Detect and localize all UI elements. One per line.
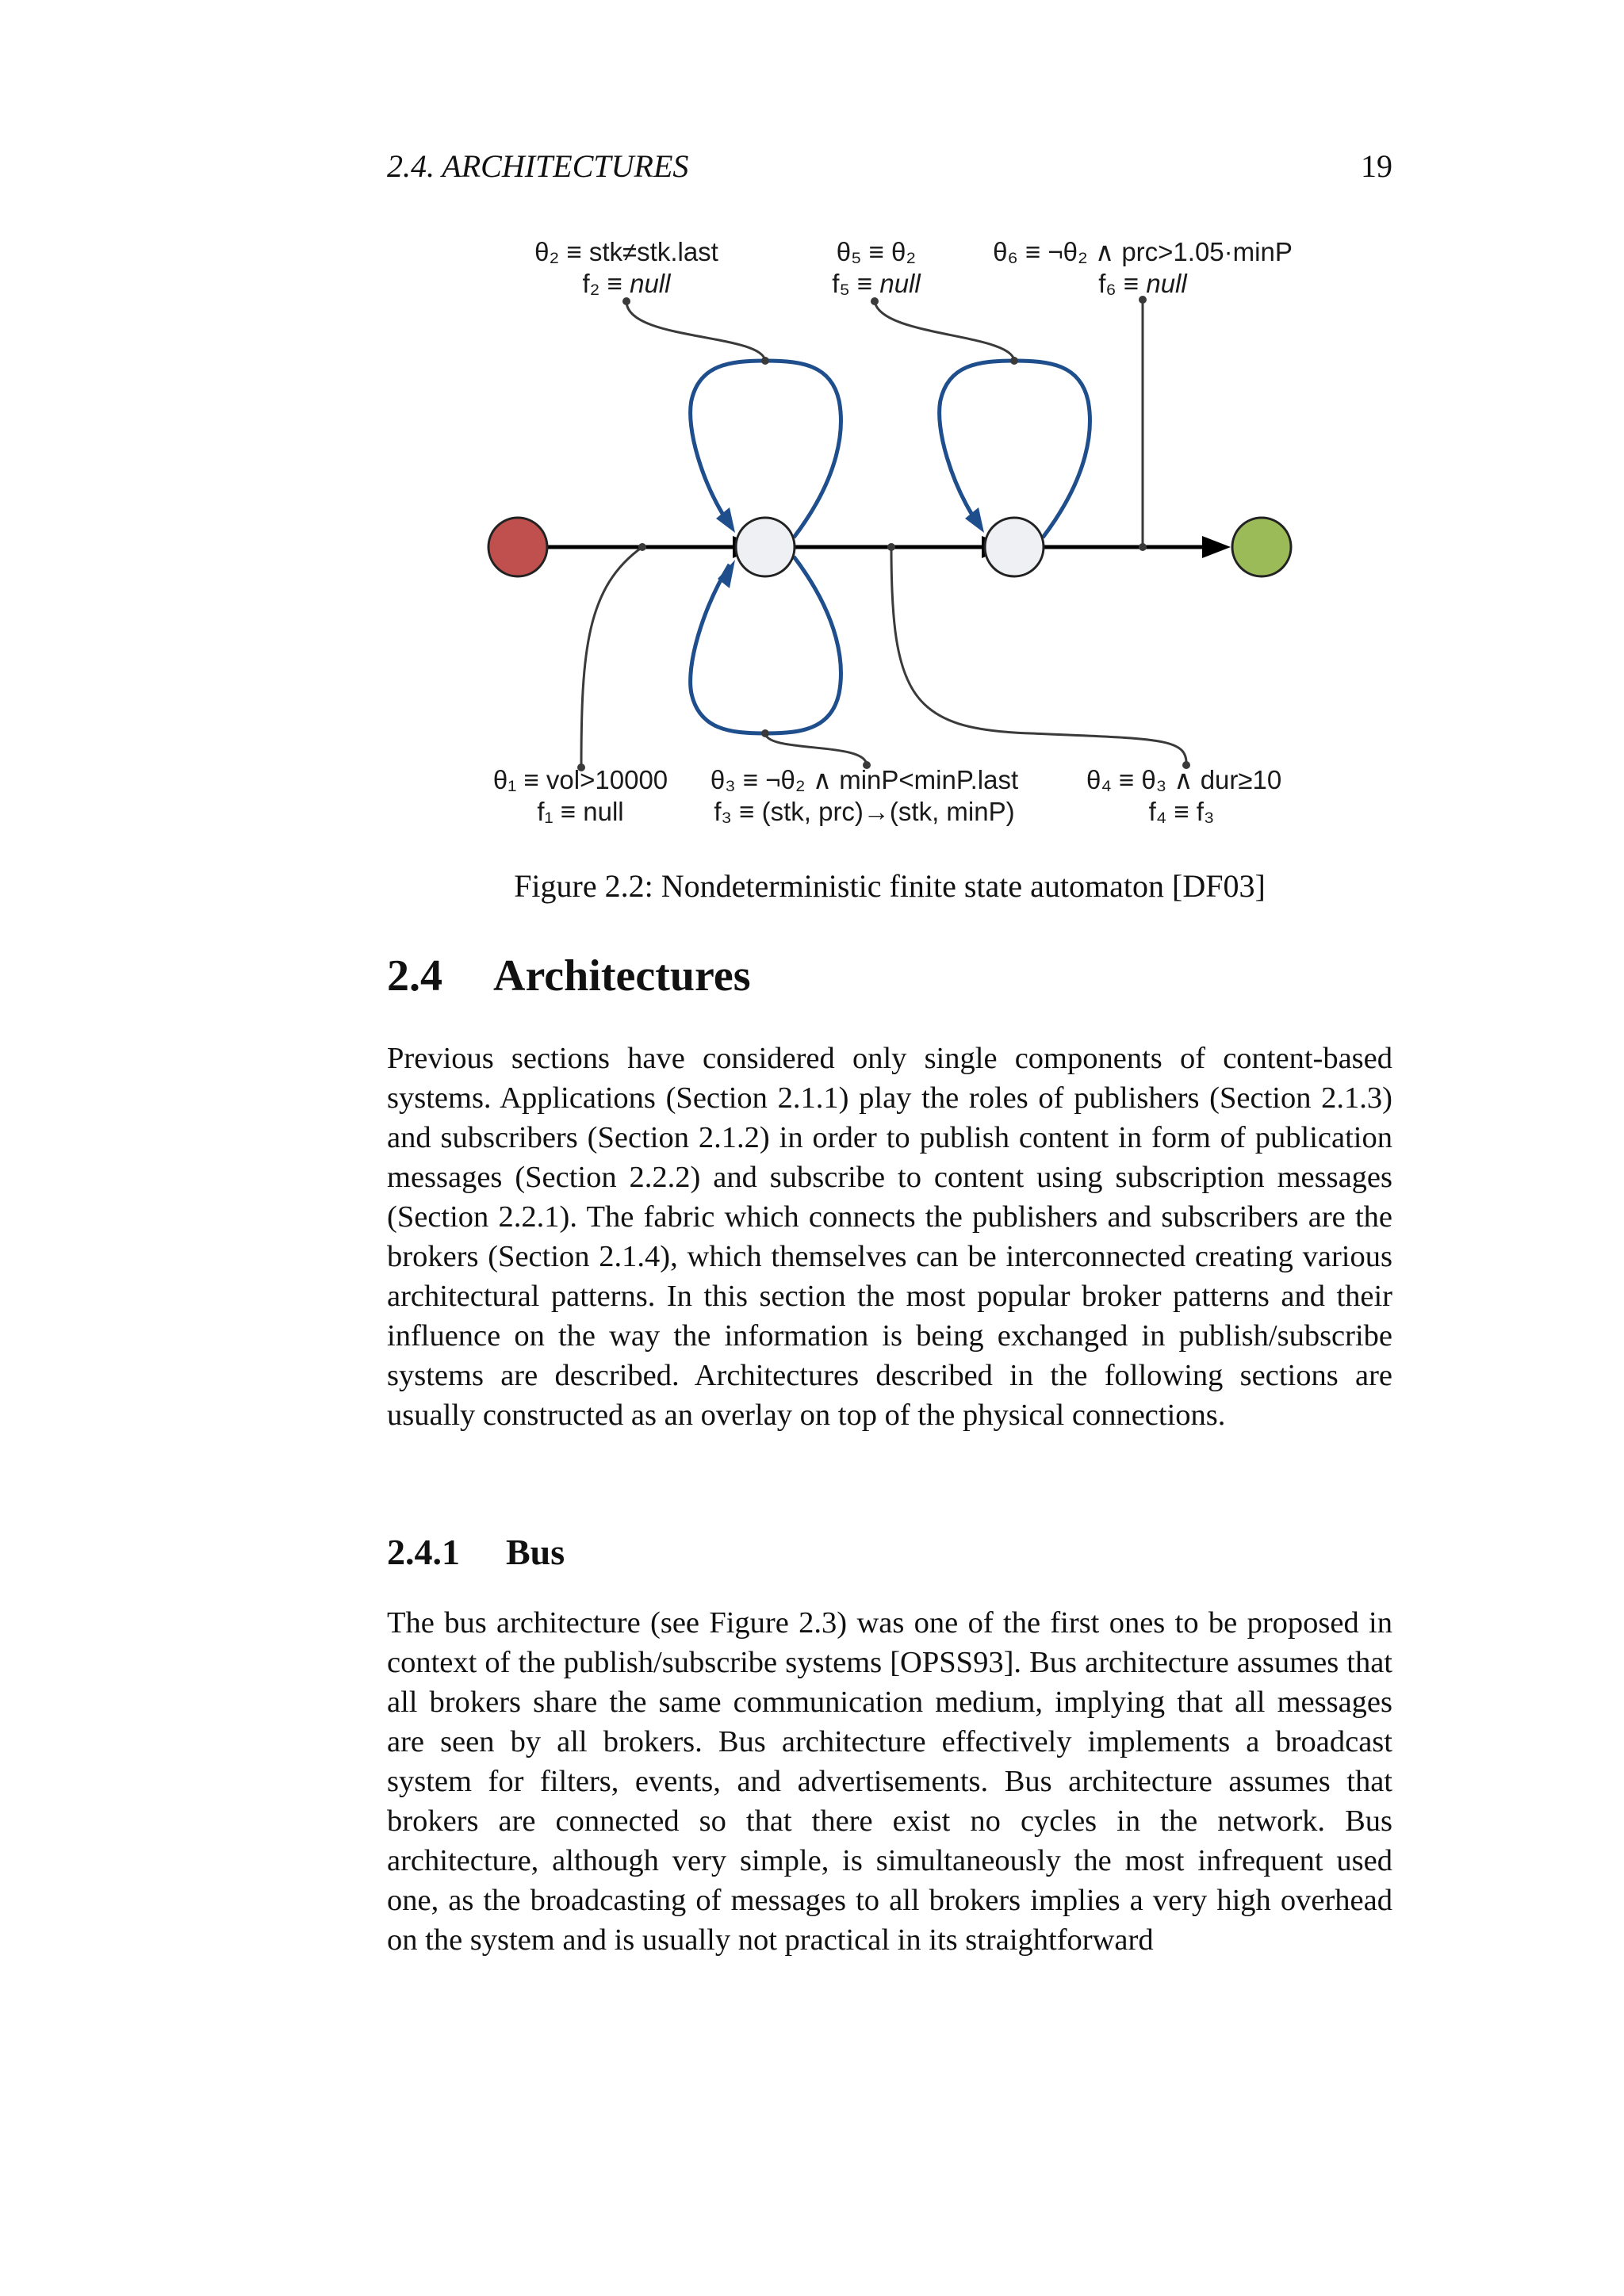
automaton-figure [0, 0, 1624, 928]
label-theta3: θ₃ ≡ ¬θ₂ ∧ minP<minP.last [710, 765, 1019, 794]
label-f2: f₂ ≡ null [582, 269, 671, 298]
loop-s2-top [940, 361, 1090, 538]
label-theta1: θ₁ ≡ vol>10000 [492, 765, 668, 794]
label-theta3-f3 [706, 764, 1023, 828]
leader-theta3 [765, 733, 867, 765]
label-theta6-f6 [988, 236, 1297, 300]
start-state [488, 518, 547, 576]
anchor-theta2-loop [761, 357, 769, 365]
label-theta5-f5 [801, 236, 952, 300]
final-state [1232, 518, 1291, 576]
intermediate-state-1 [736, 518, 795, 576]
label-theta4-f4 [1086, 764, 1282, 828]
section-number: 2.4 [387, 951, 442, 1001]
section-title: Architectures [493, 951, 751, 1001]
label-f5: f₅ ≡ null [832, 269, 921, 298]
running-head-title: 2.4. ARCHITECTURES [387, 148, 689, 184]
page-number: 19 [1361, 148, 1392, 184]
arrowhead-s2-to-final [1202, 536, 1231, 558]
label-theta2: θ₂ ≡ stk≠stk.last [534, 237, 718, 266]
anchor-theta1-edge [638, 543, 646, 551]
intermediate-state-2 [985, 518, 1044, 576]
anchor-theta4-edge [887, 543, 895, 551]
label-theta1-f1 [485, 764, 676, 828]
label-f1: f₁ ≡ null [537, 797, 624, 826]
paragraph-bus-architecture: The bus architecture (see Figure 2.3) was one of the first ones to be proposed in context of the publish/subscribe systems [OPSS93]. Bus architecture assumes that all brokers share the same communication medium, implying that all messages are seen by all brokers. Bus architecture effectively implements a broadcast system for filters, events, and advertisements. Bus architecture assumes that brokers are connected so that there exist no cycles in the network. Bus architecture, although very simple, is simultaneously the most infrequent used one, as the broadcasting of messages to all brokers implies a very high overhead on the system and is usually not practical in its straightforward [387, 1606, 1392, 1957]
label-f4: f₄ ≡ f₃ [1148, 797, 1215, 826]
section-heading [387, 948, 751, 1004]
label-theta6: θ₆ ≡ ¬θ₂ ∧ prc>1.05·minP [993, 237, 1293, 266]
label-f3: f₃ ≡ (stk, prc)→(stk, minP) [714, 797, 1015, 826]
anchor-theta3-loop [761, 729, 769, 737]
subsection-number: 2.4.1 [387, 1532, 460, 1572]
leader-theta1 [581, 547, 642, 767]
leader-theta4 [891, 547, 1186, 765]
anchor-theta6-edge [1139, 543, 1147, 551]
loop-s1-bottom [691, 557, 841, 733]
leader-theta2 [626, 301, 765, 361]
paragraph-architectures-intro: Previous sections have considered only single components of content-based systems. Applications (Section 2.1.1) play the roles of publishers (Section 2.1.3) and subscribers (Section 2.1.2) in order to publish content in form of publication messages (Section 2.2.2) and subscribe to content using subscription messages (Section 2.2.1). The fabric which connects the publishers and subscribers are the brokers (Section 2.1.4), which themselves can be interconnected creating various architectural patterns. In this section the most popular broker patterns and their influence on the way the information is being exchanged in publish/subscribe systems are described. Architectures described in the following sections are usually constructed as an overlay on top of the physical connections. [387, 1042, 1392, 1432]
subsection-heading [387, 1530, 565, 1575]
label-theta4: θ₄ ≡ θ₃ ∧ dur≥10 [1086, 765, 1282, 794]
subsection-title: Bus [506, 1532, 565, 1572]
anchor-theta5-loop [1010, 357, 1018, 365]
loop-s1-top [691, 361, 841, 538]
label-theta5: θ₅ ≡ θ₂ [836, 237, 917, 266]
figure-caption: Figure 2.2: Nondeterministic finite state automaton [DF03] [514, 868, 1266, 904]
label-f6: f₆ ≡ null [1098, 269, 1187, 298]
label-theta2-f2 [523, 236, 730, 300]
leader-theta5 [875, 301, 1014, 361]
